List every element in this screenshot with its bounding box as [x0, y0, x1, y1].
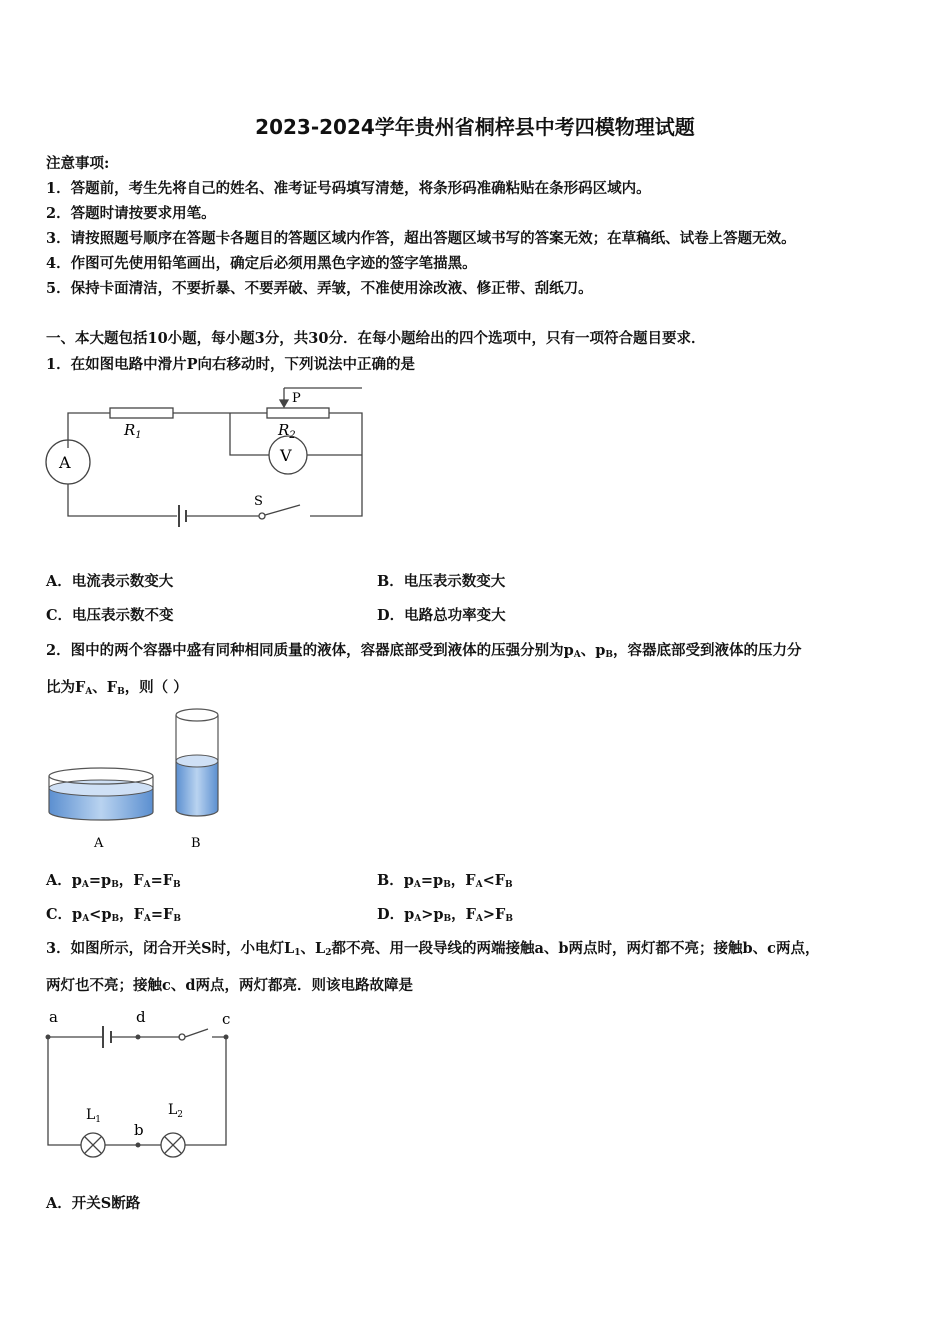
notice-item-4: 4．作图可先使用铅笔画出，确定后必须用黑色字迹的签字笔描黑。 [46, 255, 477, 272]
q2-option-a[interactable]: A．$p_A=p_B$，$F_A=F_B$ [46, 872, 181, 890]
q1-option-b[interactable]: B．电压表示数变大 [377, 573, 506, 590]
q1-stem: 1．在如图电路中滑片P向右移动时，下列说法中正确的是 [46, 356, 415, 373]
notice-heading: 注意事项: [46, 155, 110, 172]
container-a [49, 768, 153, 820]
notice-item-1: 1．答题前，考生先将自己的姓名、准考证号码填写清楚，将条形码准确粘贴在条形码区域内。 [46, 180, 651, 197]
r1-resistor [110, 408, 173, 418]
r1-label: $R_1$ [124, 421, 142, 441]
container-a-label: A [94, 836, 104, 851]
q2-stem-line-1: 2．图中的两个容器中盛有同种相同质量的液体，容器底部受到液体的压强分别为$p_A$、$p_B$，容器底部受到液体的压力分 [46, 642, 802, 660]
battery-icon [103, 1026, 111, 1048]
q1-option-a[interactable]: A．电流表示数变大 [46, 573, 174, 590]
lamp-l1-label: $L_1$ [86, 1107, 102, 1125]
ammeter-label: A [59, 453, 71, 472]
container-b-label: B [191, 836, 201, 851]
q1-circuit-figure [40, 383, 370, 528]
point-a-label: a [49, 1008, 58, 1026]
q1-option-c[interactable]: C．电压表示数不变 [46, 607, 174, 624]
q3-stem-line-2: 两灯也不亮；接触c、d两点，两灯都亮．则该电路故障是 [46, 977, 413, 994]
q2-option-d[interactable]: D．$p_A>p_B$，$F_A>F_B$ [377, 906, 513, 924]
lamp-l2-label: $L_2$ [168, 1102, 184, 1120]
notice-item-5: 5．保持卡面清洁，不要折暴、不要弄破、弄皱，不准使用涂改液、修正带、刮纸刀。 [46, 280, 593, 297]
q2-option-c[interactable]: C．$p_A<p_B$，$F_A=F_B$ [46, 906, 181, 924]
point-d-label: d [136, 1008, 146, 1026]
q3-option-a[interactable]: A．开关S断路 [46, 1195, 141, 1212]
q2-option-b[interactable]: B．$p_A=p_B$，$F_A<F_B$ [377, 872, 513, 890]
point-b-label: b [134, 1121, 144, 1139]
point-c-label: c [222, 1010, 231, 1028]
page-title: 2023-2024学年贵州省桐梓县中考四模物理试题 [255, 115, 695, 139]
voltmeter-label: V [280, 446, 292, 465]
container-b [176, 709, 218, 816]
battery-icon [179, 505, 186, 527]
switch-s [259, 513, 265, 519]
q3-circuit-figure [40, 1004, 250, 1169]
q3-stem-line-1: 3．如图所示，闭合开关S时，小电灯$L_1$、$L_2$都不亮、用一段导线的两端接触a、b两点时，两灯都不亮；接触b、c两点， [46, 940, 820, 958]
q2-stem-line-2: 比为$F_A$、$F_B$，则（ ） [46, 679, 188, 697]
notice-item-2: 2．答题时请按要求用笔。 [46, 205, 216, 222]
q1-option-d[interactable]: D．电路总功率变大 [377, 607, 506, 624]
section-heading: 一、本大题包括10小题，每小题3分，共30分．在每小题给出的四个选项中，只有一项符合题目要求． [46, 330, 706, 347]
p-label: P [292, 391, 301, 406]
r2-rheostat [267, 408, 329, 418]
q2-containers-figure [44, 706, 234, 856]
r2-label: $R_2$ [278, 421, 296, 441]
switch-label: S [254, 494, 263, 509]
notice-item-3: 3．请按照题号顺序在答题卡各题目的答题区域内作答，超出答题区域书写的答案无效；在草稿纸、试卷上答题无效。 [46, 230, 796, 247]
